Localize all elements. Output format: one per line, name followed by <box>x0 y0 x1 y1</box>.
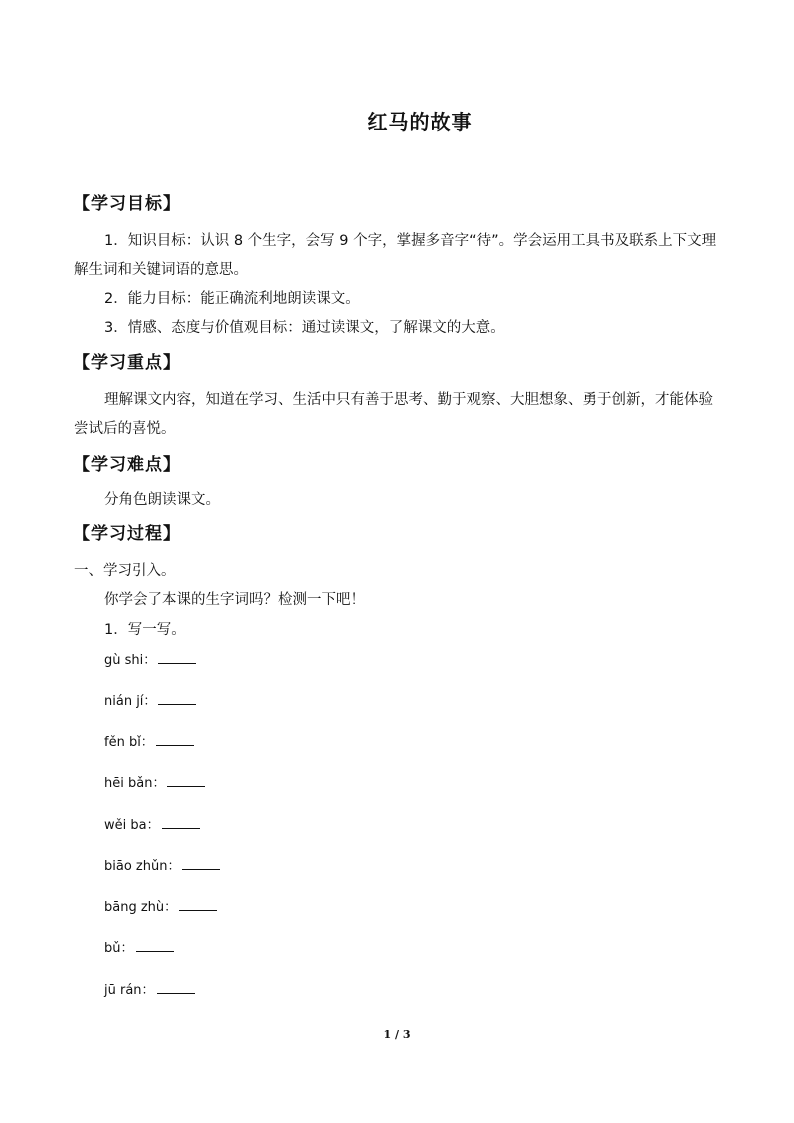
pinyin-item: bǔ： <box>104 939 174 959</box>
pinyin-item: wěi ba： <box>104 816 200 836</box>
page-title: 红马的故事 <box>367 110 473 134</box>
answer-blank[interactable] <box>158 692 196 705</box>
key-points-text: 理解课文内容，知道在学习、生活中只有善于思考、勤于观察、大胆想象、勇于创新，才能体验尝试后的喜悦。 <box>74 392 713 437</box>
answer-blank[interactable] <box>158 651 196 664</box>
section-heading-goals: 【学习目标】 <box>73 194 181 214</box>
pinyin-item: nián jí： <box>104 692 196 712</box>
section-heading-process: 【学习过程】 <box>73 524 181 544</box>
section-heading-key-points: 【学习重点】 <box>73 353 181 373</box>
pinyin-item: fěn bǐ： <box>104 733 194 753</box>
intro-title: 一、学习引入。 <box>74 563 176 579</box>
pinyin-item: bāng zhù： <box>104 898 217 918</box>
answer-blank[interactable] <box>182 857 220 870</box>
goal-item-1: 1．知识目标：认识 8 个生字，会写 9 个字，掌握多音字“待”。学会运用工具书及联系上下文理解生词和关键词语的意思。 <box>74 233 717 278</box>
answer-blank[interactable] <box>156 733 194 746</box>
answer-blank[interactable] <box>162 816 200 829</box>
section-heading-difficulties: 【学习难点】 <box>73 455 181 475</box>
pinyin-item: biāo zhǔn： <box>104 857 220 877</box>
task-title: 1．写一写。 <box>104 622 186 638</box>
pinyin-item: hēi bǎn： <box>104 774 205 794</box>
goal-item-3: 3．情感、态度与价值观目标：通过读课文，了解课文的大意。 <box>104 320 505 336</box>
answer-blank[interactable] <box>167 774 205 787</box>
goal-item-2: 2．能力目标：能正确流利地朗读课文。 <box>104 291 360 307</box>
answer-blank[interactable] <box>157 981 195 994</box>
pinyin-item: gù shi： <box>104 651 196 671</box>
intro-text: 你学会了本课的生字词吗？检测一下吧！ <box>104 592 365 608</box>
difficulties-text: 分角色朗读课文。 <box>104 492 220 508</box>
answer-blank[interactable] <box>179 898 217 911</box>
page-number: 1 / 3 <box>383 1028 411 1041</box>
pinyin-item: jū rán： <box>104 981 195 1001</box>
answer-blank[interactable] <box>136 939 174 952</box>
